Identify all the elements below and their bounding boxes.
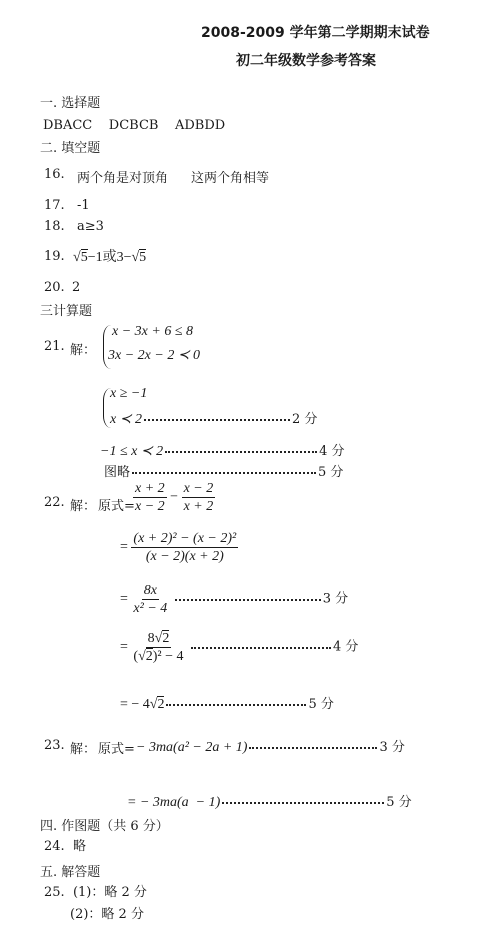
equals-sign: = — [120, 591, 128, 607]
fraction — [133, 480, 167, 515]
fraction — [131, 582, 169, 617]
q22-score-3: 3 分 — [322, 591, 349, 607]
q17-number: 17. — [44, 198, 65, 213]
numerator: 8x — [143, 583, 157, 598]
q23-line-2-text: = − 3ma(a − 1) — [127, 795, 221, 810]
q23-line-2 — [120, 775, 412, 811]
q21-score-3: 5 分 — [318, 465, 344, 480]
section-heading-drawing: 四. 作图题（共 6 分） — [40, 819, 169, 834]
q16-number: 16. — [44, 167, 65, 182]
numerator — [146, 630, 172, 648]
denominator: x² − 4 — [133, 601, 168, 616]
q21-solution-2 — [110, 408, 317, 428]
q22-line-3 — [120, 582, 348, 617]
q22-number: 22. — [44, 495, 65, 510]
q20-answer: 2 — [72, 280, 81, 295]
q25-part-1: 25. (1)：略 2 分 — [44, 885, 147, 900]
numerator: x − 2 — [183, 481, 214, 496]
q18-answer: a≥3 — [77, 219, 104, 234]
q16-answer-a: 两个角是对顶角 — [77, 171, 169, 186]
q21-solution-1: x ≥ −1 — [110, 386, 148, 401]
q21-jie: 解： — [70, 343, 97, 358]
minus-sign: − — [170, 489, 179, 505]
q22-yuanshi: 原式= — [98, 499, 135, 514]
numerator-coef: 8 — [147, 631, 155, 646]
q22-line-4 — [120, 630, 358, 665]
q21-score-2: 4 分 — [319, 444, 345, 459]
q17-answer: -1 — [77, 198, 90, 213]
q23-number: 23. — [44, 738, 65, 753]
q21-solution-2-text: x ≺ 2 — [110, 412, 142, 427]
fraction — [131, 630, 185, 665]
equals-sign: = — [120, 539, 128, 555]
radicand: 2 — [157, 697, 165, 712]
q23-jie: 解： — [70, 742, 97, 757]
leader-dots — [132, 472, 316, 474]
leader-dots — [222, 802, 384, 804]
leader-dots — [144, 419, 290, 421]
section-heading-choice: 一. 选择题 — [40, 96, 101, 111]
q22-jie: 解： — [70, 499, 97, 514]
denominator: x + 2 — [183, 499, 214, 514]
leader-dots — [249, 747, 377, 749]
document-subtitle: 初二年级数学参考答案 — [236, 53, 376, 69]
q23-yuanshi: 原式= — [98, 742, 135, 757]
q23-line-1 — [136, 736, 405, 756]
q22-line-1 — [133, 480, 215, 515]
sqrt-symbol: √ — [149, 697, 158, 712]
q21-range-text: −1 ≤ x ≺ 2 — [100, 444, 164, 459]
q21-range — [100, 440, 344, 460]
fraction — [131, 530, 238, 565]
den-tail: )² − 4 — [152, 649, 184, 664]
q21-score-1: 2 分 — [291, 412, 318, 427]
leader-dots — [191, 647, 331, 649]
fraction — [182, 480, 216, 515]
denominator: x − 2 — [135, 499, 165, 514]
numerator: x + 2 — [135, 481, 165, 496]
radicand: 2 — [145, 649, 153, 664]
q19-middle: −1或3− — [87, 250, 132, 265]
q16-answer-b: 这两个角相等 — [191, 171, 270, 186]
leader-dots — [165, 451, 317, 453]
q19-radicand-1: 5 — [80, 250, 88, 265]
denominator — [131, 648, 185, 665]
q19-radicand-2: 5 — [139, 250, 147, 265]
equals-sign: = — [120, 639, 128, 655]
section-heading-calc: 三计算题 — [40, 304, 93, 319]
q21-equation-1: x − 3x + 6 ≤ 8 — [112, 324, 194, 339]
leader-dots — [175, 599, 321, 601]
sqrt-symbol: √ — [131, 250, 140, 265]
leader-dots — [166, 704, 306, 706]
choice-answers: DBACC DCBCB ADBDD — [43, 118, 226, 133]
section-heading-fill: 二. 填空题 — [40, 141, 101, 156]
numerator: (x + 2)² − (x − 2)² — [133, 531, 237, 546]
sqrt-symbol: √ — [73, 250, 81, 265]
q22-score-5: 5 分 — [308, 697, 334, 712]
paren-open: ( — [133, 649, 139, 664]
q25-part-2: (2)：略 2 分 — [70, 907, 144, 922]
denominator: (x − 2)(x + 2) — [145, 549, 224, 564]
sqrt-symbol: √ — [154, 631, 163, 646]
q22-line-5 — [120, 693, 334, 713]
q18-number: 18. — [44, 219, 65, 234]
q22-line-5-text: = − 4 — [120, 697, 150, 712]
q24-answer: 24. 略 — [44, 839, 86, 854]
q23-line-1-text: − 3ma(a² − 2a + 1) — [136, 740, 248, 755]
q19-number: 19. — [44, 249, 65, 264]
q21-graph — [104, 461, 343, 480]
q21-number: 21. — [44, 339, 65, 354]
q22-score-4: 4 分 — [333, 639, 359, 655]
q21-equation-2: 3x − 2x − 2 ≺ 0 — [108, 348, 201, 363]
q21-graph-text: 图略 — [104, 465, 131, 480]
document-title: 2008-2009 学年第二学期期末试卷 — [201, 25, 430, 41]
q23-score-2: 5 分 — [386, 795, 412, 810]
q20-number: 20. — [44, 280, 65, 295]
radicand: 2 — [162, 631, 170, 646]
q23-score-1: 3 分 — [379, 740, 405, 755]
q22-line-2 — [120, 530, 238, 565]
q19-answer — [73, 246, 146, 266]
sqrt-symbol: √ — [138, 649, 146, 664]
section-heading-solve: 五. 解答题 — [40, 865, 101, 880]
